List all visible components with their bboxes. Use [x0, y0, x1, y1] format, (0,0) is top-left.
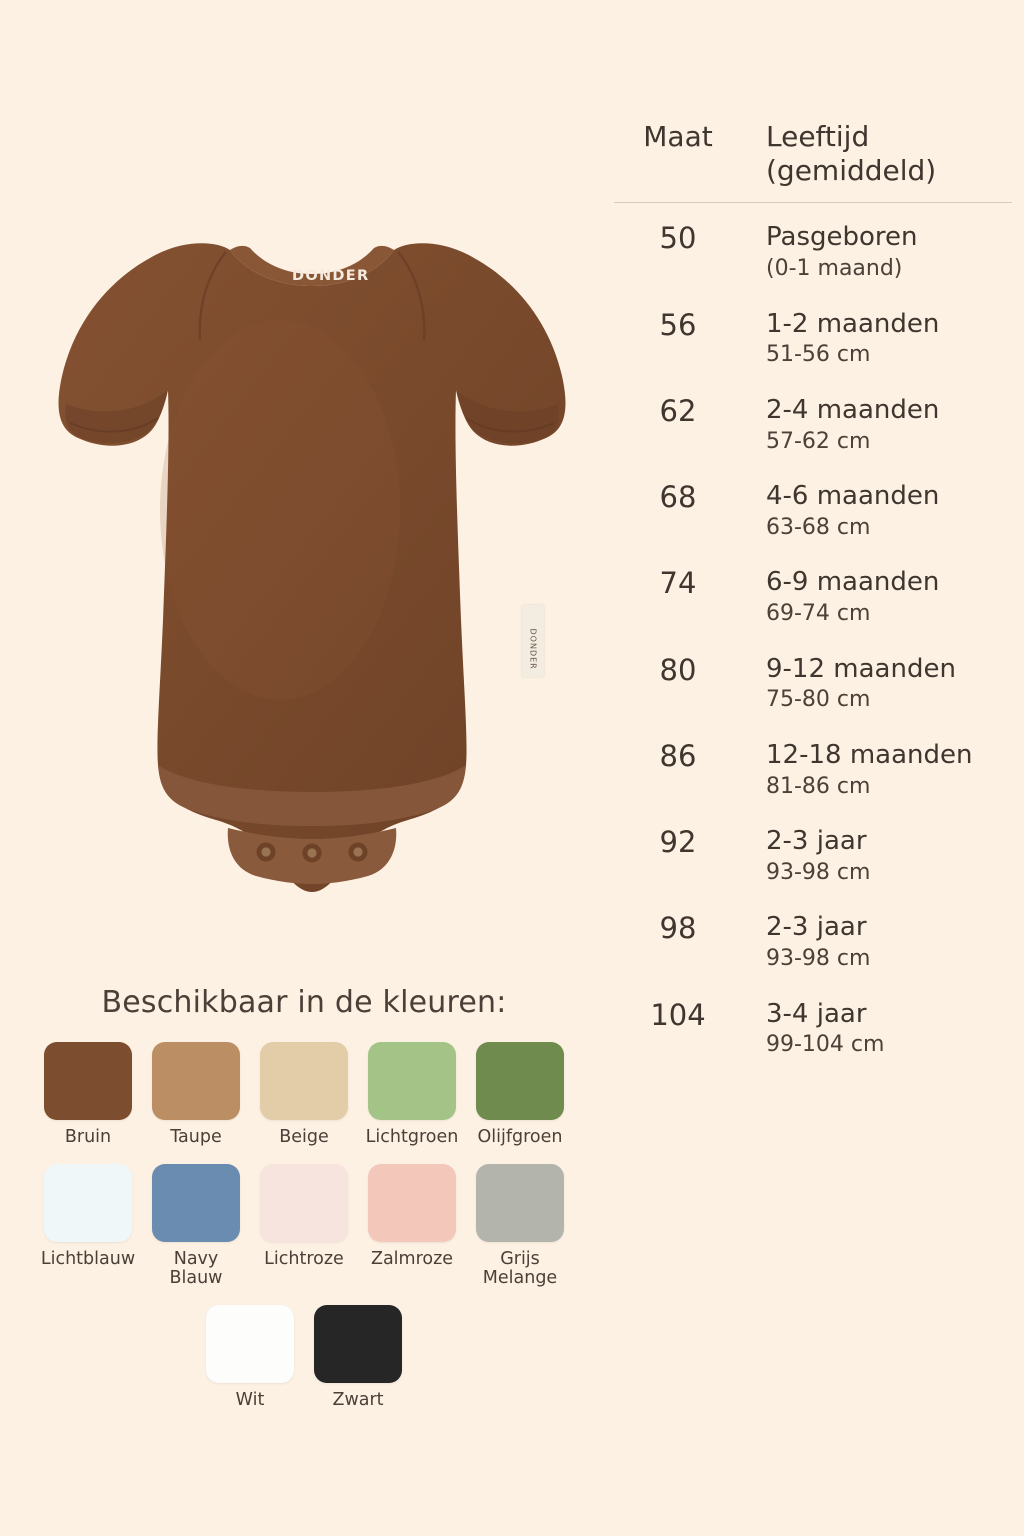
cell-size: 68 — [659, 480, 697, 515]
cell-size: 104 — [650, 997, 706, 1032]
swatch-label-bruin: Bruin — [64, 1127, 112, 1147]
swatch-chip-taupe[interactable] — [152, 1042, 240, 1120]
cell-age — [748, 912, 1024, 973]
swatch-grijs-melange[interactable] — [472, 1164, 568, 1289]
swatch-row-2 — [0, 1164, 608, 1289]
swatch-chip-beige[interactable] — [260, 1042, 348, 1120]
size-table-header — [608, 120, 1024, 202]
cell-size: 86 — [659, 738, 697, 773]
swatch-beige[interactable] — [256, 1042, 352, 1148]
swatch-zalmroze[interactable] — [364, 1164, 460, 1270]
cell-age-detail: 75-80 cm — [766, 687, 871, 713]
table-row — [608, 641, 1024, 727]
cell-age-detail: 93-98 cm — [766, 946, 871, 972]
table-row — [608, 727, 1024, 813]
cell-age-main: 4-6 maanden — [766, 481, 940, 512]
table-row — [608, 209, 1024, 295]
table-row — [608, 382, 1024, 468]
cell-age — [748, 395, 1024, 456]
cell-age-main: 12-18 maanden — [766, 739, 973, 770]
swatch-row-3 — [0, 1305, 608, 1411]
cell-age-detail: 63-68 cm — [766, 514, 871, 540]
column-header-age-line2: (gemiddeld) — [766, 154, 937, 188]
column-header-age — [748, 120, 1024, 188]
swatch-chip-grijs-melange[interactable] — [476, 1164, 564, 1242]
cell-size: 56 — [659, 307, 697, 342]
swatch-chip-zalmroze[interactable] — [368, 1164, 456, 1242]
size-table — [608, 120, 1024, 1072]
cell-age-detail: 93-98 cm — [766, 859, 871, 885]
cell-age — [748, 222, 1024, 283]
cell-age — [748, 309, 1024, 370]
column-header-age-line1: Leeftijd — [766, 120, 870, 153]
swatch-lichtblauw[interactable] — [40, 1164, 136, 1270]
cell-size: 62 — [659, 393, 697, 428]
cell-age-detail: 69-74 cm — [766, 601, 871, 627]
swatch-chip-wit[interactable] — [206, 1305, 294, 1383]
cell-age-main: 2-3 jaar — [766, 912, 867, 943]
cell-age-detail: (0-1 maand) — [766, 255, 903, 281]
table-row — [608, 296, 1024, 382]
swatch-label-lichtblauw: Lichtblauw — [40, 1248, 136, 1269]
cell-age — [748, 826, 1024, 887]
collar-brand-label: DONDER — [292, 268, 370, 284]
product-image — [30, 180, 590, 940]
cell-age — [748, 567, 1024, 628]
swatch-chip-bruin[interactable] — [44, 1042, 132, 1120]
cell-size: 50 — [659, 221, 697, 256]
cell-age-main: 9-12 maanden — [766, 653, 956, 684]
swatch-row-1 — [0, 1042, 608, 1148]
cell-age-main: 3-4 jaar — [766, 998, 867, 1029]
cell-age-main: 1-2 maanden — [766, 308, 940, 339]
swatch-label-navy-blauw: Navy Blauw — [169, 1248, 223, 1289]
cell-size: 92 — [659, 825, 697, 860]
baby-bodysuit-illustration — [30, 180, 590, 940]
swatch-wit[interactable] — [202, 1305, 298, 1411]
swatch-lichtgroen[interactable] — [364, 1042, 460, 1148]
swatch-chip-lichtblauw[interactable] — [44, 1164, 132, 1242]
cell-age-detail: 99-104 cm — [766, 1032, 885, 1058]
swatch-label-grijs-melange: Grijs Melange — [482, 1248, 558, 1289]
swatch-chip-olijfgroen[interactable] — [476, 1042, 564, 1120]
cell-age — [748, 740, 1024, 801]
table-row — [608, 554, 1024, 640]
cell-size: 98 — [659, 911, 697, 946]
swatch-chip-navy-blauw[interactable] — [152, 1164, 240, 1242]
cell-size: 80 — [659, 652, 697, 687]
cell-size: 74 — [659, 566, 697, 601]
cell-age-main: 2-3 jaar — [766, 826, 867, 857]
swatch-label-beige: Beige — [279, 1127, 329, 1147]
cell-age-detail: 57-62 cm — [766, 428, 871, 454]
swatch-chip-zwart[interactable] — [314, 1305, 402, 1383]
swatch-label-lichtgroen: Lichtgroen — [365, 1127, 459, 1147]
header-divider — [614, 202, 1012, 203]
cell-age — [748, 999, 1024, 1060]
swatch-navy-blauw[interactable] — [148, 1164, 244, 1289]
swatch-label-lichtroze: Lichtroze — [264, 1248, 344, 1269]
cell-age-detail: 81-86 cm — [766, 773, 871, 799]
swatch-zwart[interactable] — [310, 1305, 406, 1411]
swatch-label-zalmroze: Zalmroze — [370, 1248, 454, 1269]
swatch-label-zwart: Zwart — [332, 1389, 384, 1410]
swatch-label-taupe: Taupe — [170, 1127, 222, 1147]
cell-age-main: 2-4 maanden — [766, 394, 940, 425]
side-brand-tag-text: DONDER — [528, 628, 538, 670]
colors-section — [0, 985, 608, 1426]
swatch-olijfgroen[interactable] — [472, 1042, 568, 1148]
side-brand-tag — [522, 605, 544, 677]
table-row — [608, 986, 1024, 1072]
cell-age-detail: 51-56 cm — [766, 342, 871, 368]
swatch-label-wit: Wit — [235, 1389, 265, 1410]
table-row — [608, 468, 1024, 554]
column-header-size: Maat — [643, 120, 713, 153]
table-row — [608, 899, 1024, 985]
swatch-chip-lichtroze[interactable] — [260, 1164, 348, 1242]
colors-title: Beschikbaar in de kleuren: — [101, 985, 507, 1020]
cell-age-main: 6-9 maanden — [766, 567, 940, 598]
cell-age-main: Pasgeboren — [766, 222, 918, 253]
table-row — [608, 813, 1024, 899]
swatch-lichtroze[interactable] — [256, 1164, 352, 1270]
swatch-bruin[interactable] — [40, 1042, 136, 1148]
swatch-chip-lichtgroen[interactable] — [368, 1042, 456, 1120]
swatch-taupe[interactable] — [148, 1042, 244, 1148]
cell-age — [748, 481, 1024, 542]
swatch-label-olijfgroen: Olijfgroen — [477, 1127, 563, 1147]
cell-age — [748, 654, 1024, 715]
